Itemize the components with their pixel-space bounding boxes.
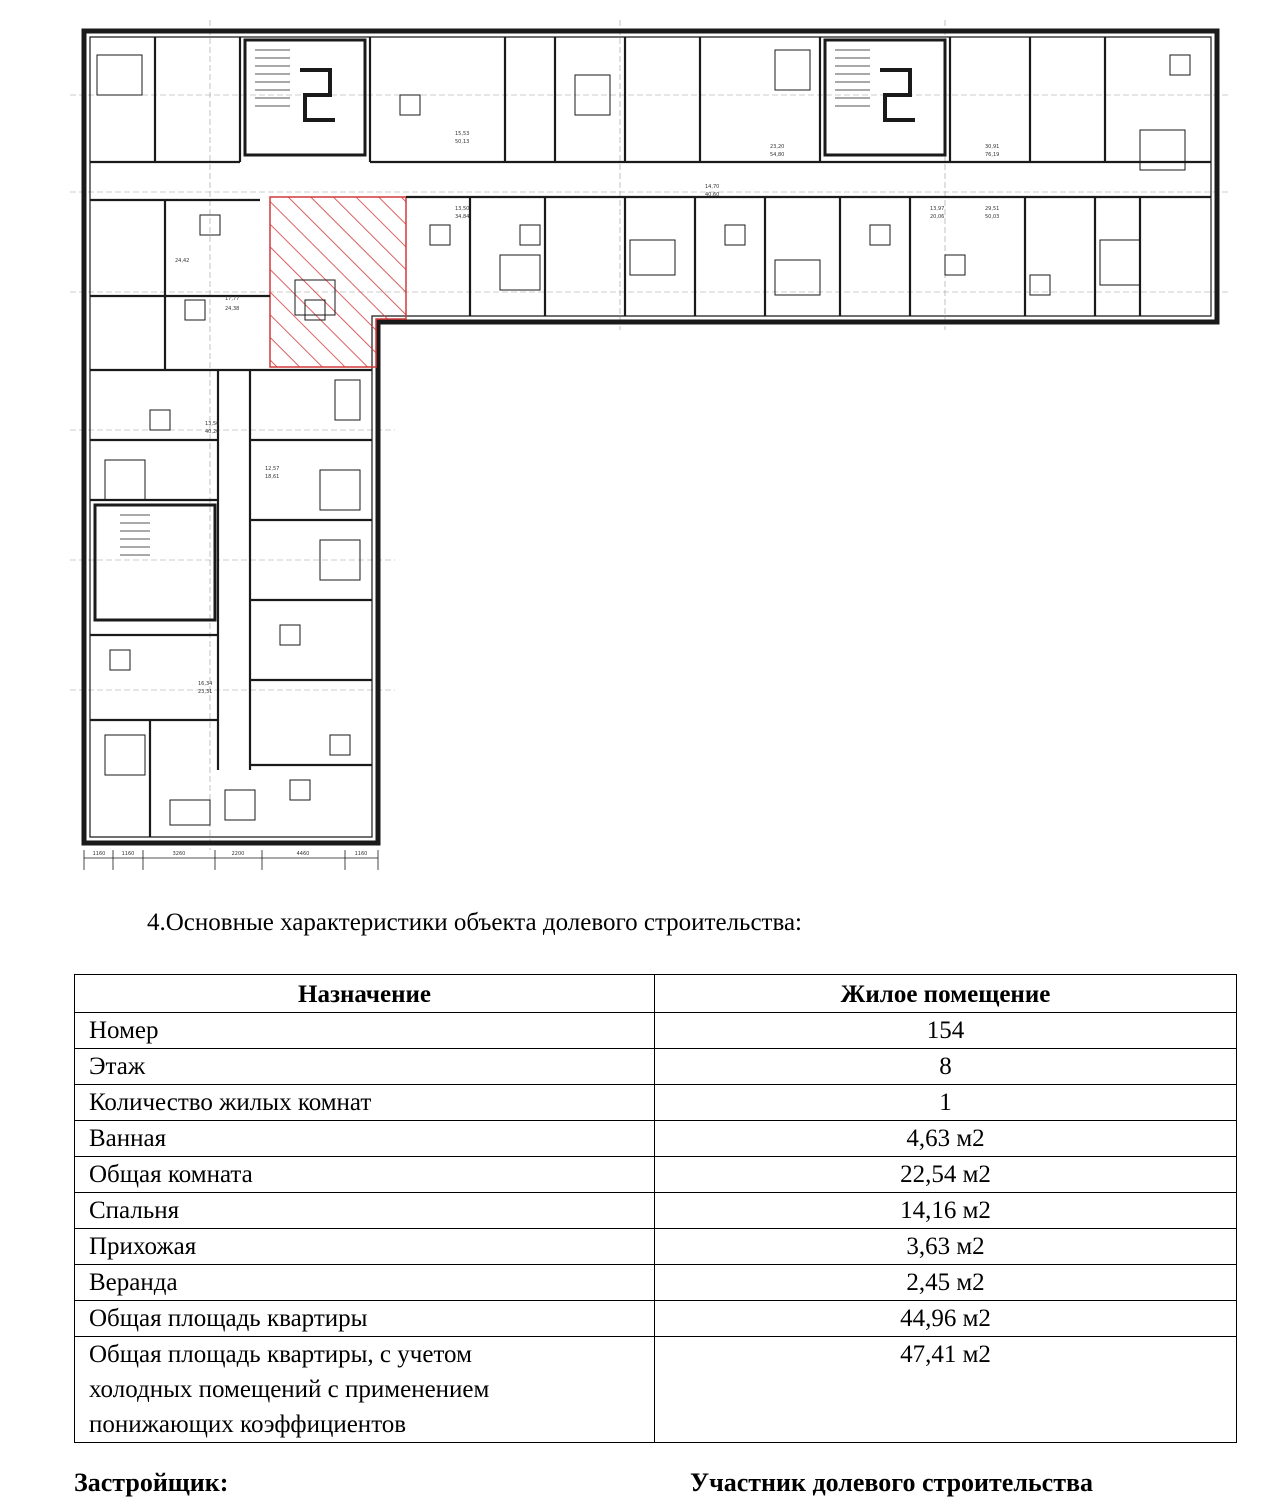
row-label: Общая площадь квартиры, с учетом холодных помещений с применением понижающих коэффициентов (75, 1337, 655, 1443)
plan-label: 24,38 (225, 306, 240, 312)
row-value: 3,63 м2 (655, 1229, 1237, 1265)
row-value: 22,54 м2 (655, 1157, 1237, 1193)
section-title: 4.Основные характеристики объекта долевого строительства: (147, 909, 802, 936)
table-row (75, 1301, 1237, 1337)
plan-label: 76,19 (985, 152, 1000, 158)
plan-label: 16,34 (198, 681, 213, 687)
table-row (75, 1049, 1237, 1085)
plan-label: 13,97 (930, 206, 945, 212)
row-label: Прихожая (75, 1229, 655, 1265)
dimension-label: 1160 (92, 851, 106, 857)
table-row (75, 1085, 1237, 1121)
plan-label: 50,13 (455, 139, 470, 145)
table-row (75, 1337, 1237, 1443)
table-row (75, 1157, 1237, 1193)
row-label: Спальня (75, 1193, 655, 1229)
plan-label: 18,61 (265, 474, 280, 480)
header-premises: Жилое помещение (655, 975, 1237, 1013)
row-label: Номер (75, 1013, 655, 1049)
plan-label: 40,20 (205, 429, 220, 435)
row-value: 154 (655, 1013, 1237, 1049)
row-value: 1 (655, 1085, 1237, 1121)
row-value: 44,96 м2 (655, 1301, 1237, 1337)
plan-label: 13,50 (455, 206, 470, 212)
plan-label: 30,91 (985, 144, 1000, 150)
dimension-label: 2200 (231, 851, 245, 857)
plan-label: 29,51 (985, 206, 1000, 212)
plan-label: 17,77 (225, 296, 240, 302)
row-value: 14,16 м2 (655, 1193, 1237, 1229)
plan-label: 23,31 (198, 689, 213, 695)
plan-label: 24,42 (175, 258, 190, 264)
plan-label: 40,60 (705, 192, 720, 198)
table-row (75, 1013, 1237, 1049)
row-label: Этаж (75, 1049, 655, 1085)
table-row (75, 1265, 1237, 1301)
plan-label: 15,53 (455, 131, 470, 137)
plan-label: 12,57 (265, 466, 280, 472)
row-label: Общая комната (75, 1157, 655, 1193)
plan-label: 34,84 (455, 214, 470, 220)
row-label: Ванная (75, 1121, 655, 1157)
plan-label: 13,50 (205, 421, 220, 427)
dimension-label: 1160 (354, 851, 368, 857)
row-label: Веранда (75, 1265, 655, 1301)
plan-label: 23,20 (770, 144, 785, 150)
table-header-row (75, 975, 1237, 1013)
plan-label: 50,03 (985, 214, 1000, 220)
row-value: 8 (655, 1049, 1237, 1085)
row-label: Общая площадь квартиры (75, 1301, 655, 1337)
table-row (75, 1121, 1237, 1157)
row-label: Количество жилых комнат (75, 1085, 655, 1121)
row-value: 2,45 м2 (655, 1265, 1237, 1301)
dimension-label: 1160 (121, 851, 135, 857)
header-purpose: Назначение (75, 975, 655, 1013)
dimension-label: 4460 (296, 851, 310, 857)
row-value: 47,41 м2 (655, 1337, 1237, 1443)
table-row (75, 1193, 1237, 1229)
plan-label: 54,80 (770, 152, 785, 158)
table-row (75, 1229, 1237, 1265)
plan-label: 14,70 (705, 184, 720, 190)
developer-label: Застройщик: (74, 1468, 229, 1497)
participant-label: Участник долевого строительства (690, 1468, 1094, 1497)
characteristics-table (74, 974, 1237, 1443)
plan-label: 20,06 (930, 214, 945, 220)
row-value: 4,63 м2 (655, 1121, 1237, 1157)
dimension-label: 3260 (172, 851, 186, 857)
